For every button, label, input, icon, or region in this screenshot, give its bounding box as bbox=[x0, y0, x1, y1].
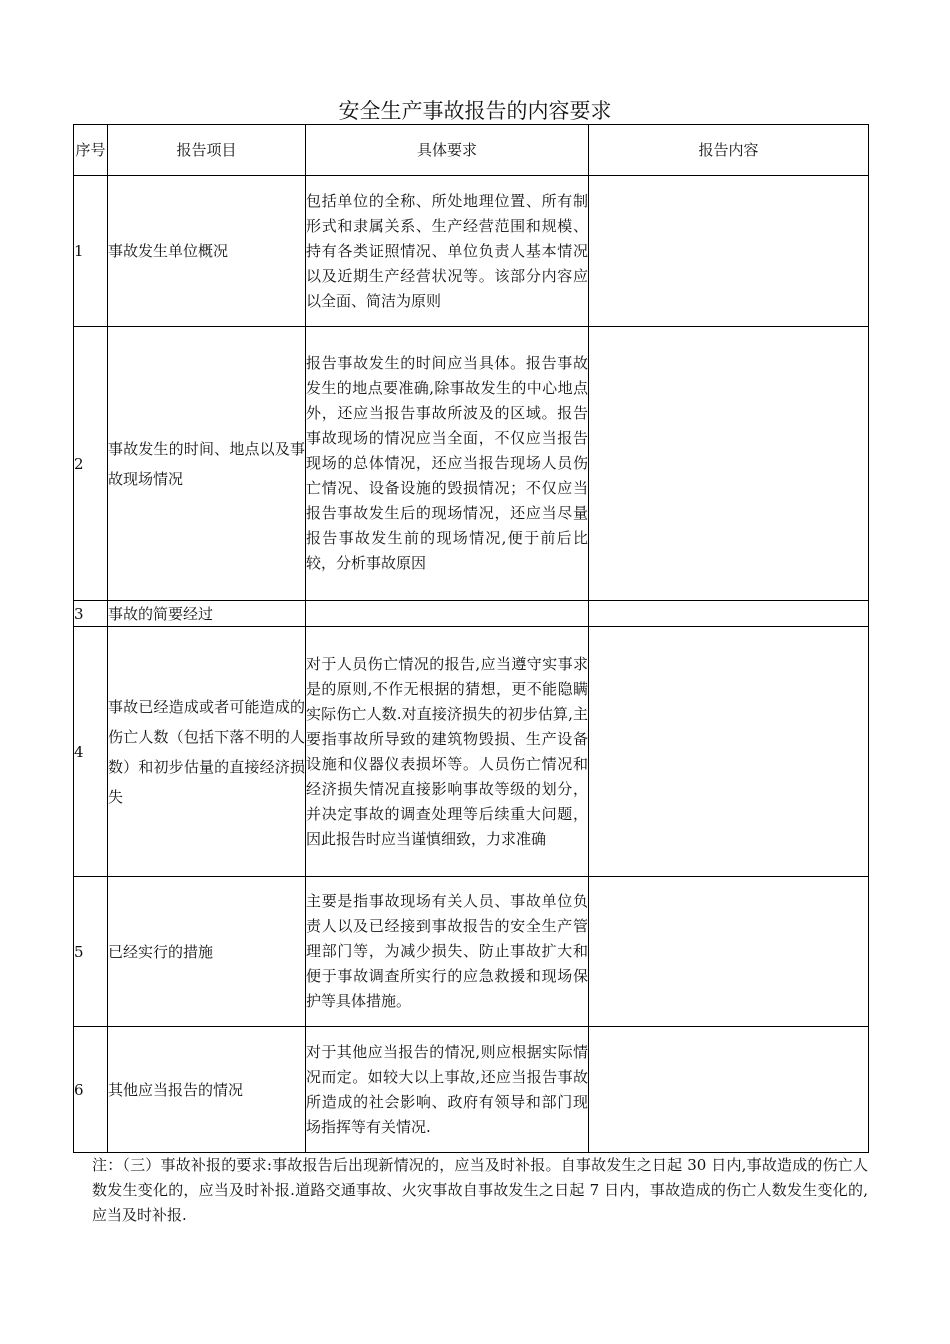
row-requirement: 对于其他应当报告的情况,则应根据实际情况而定。如较大以上事故,还应当报告事故所造成的社会影响、政府有领导和部门现场指挥等有关情况. bbox=[306, 1027, 589, 1153]
header-content: 报告内容 bbox=[589, 125, 869, 176]
table-header-row bbox=[74, 125, 869, 176]
row-item: 事故发生的时间、地点以及事故现场情况 bbox=[108, 327, 306, 601]
row-requirement: 主要是指事故现场有关人员、事故单位负责人以及已经接到事故报告的安全生产管理部门等，为减少损失、防止事故扩大和便于事故调查所实行的应急救援和现场保护等具体措施。 bbox=[306, 877, 589, 1027]
row-item: 其他应当报告的情况 bbox=[108, 1027, 306, 1153]
row-item: 已经实行的措施 bbox=[108, 877, 306, 1027]
table-row bbox=[74, 877, 869, 1027]
row-item: 事故的简要经过 bbox=[108, 601, 306, 627]
row-number: 4 bbox=[74, 627, 108, 877]
header-no: 序号 bbox=[74, 125, 108, 176]
row-number: 5 bbox=[74, 877, 108, 1027]
header-item: 报告项目 bbox=[108, 125, 306, 176]
header-requirement: 具体要求 bbox=[306, 125, 589, 176]
table-row bbox=[74, 627, 869, 877]
row-item: 事故已经造成或者可能造成的伤亡人数（包括下落不明的人数）和初步估量的直接经济损失 bbox=[108, 627, 306, 877]
table-row bbox=[74, 327, 869, 601]
row-requirement: 对于人员伤亡情况的报告,应当遵守实事求是的原则,不作无根据的猜想，更不能隐瞒实际伤亡人数.对直接济损失的初步估算,主要指事故所导致的建筑物毁损、生产设备设施和仪器仪表损坏等。人员伤亡情况和经济损失情况直接影响事故等级的划分，并决定事故的调查处理等后续重大问题，因此报告时应当谨慎细致，力求准确 bbox=[306, 627, 589, 877]
page-title: 安全生产事故报告的内容要求 bbox=[338, 99, 612, 123]
table-row bbox=[74, 1027, 869, 1153]
row-content[interactable] bbox=[589, 877, 869, 1027]
row-item: 事故发生单位概况 bbox=[108, 176, 306, 327]
row-requirement bbox=[306, 601, 589, 627]
row-number: 3 bbox=[74, 601, 108, 627]
row-content[interactable] bbox=[589, 601, 869, 627]
report-requirements-table bbox=[73, 124, 869, 1153]
row-number: 6 bbox=[74, 1027, 108, 1153]
row-requirement: 包括单位的全称、所处地理位置、所有制形式和隶属关系、生产经营范围和规模、持有各类证照情况、单位负责人基本情况以及近期生产经营状况等。该部分内容应以全面、简洁为原则 bbox=[306, 176, 589, 327]
row-number: 1 bbox=[74, 176, 108, 327]
row-number: 2 bbox=[74, 327, 108, 601]
table-row bbox=[74, 176, 869, 327]
row-content[interactable] bbox=[589, 176, 869, 327]
row-requirement: 报告事故发生的时间应当具体。报告事故发生的地点要准确,除事故发生的中心地点外，还应当报告事故所波及的区域。报告事故现场的情况应当全面，不仅应当报告现场的总体情况，还应当报告现场人员伤亡情况、设备设施的毁损情况；不仅应当报告事故发生后的现场情况，还应当尽量报告事故发生前的现场情况,便于前后比较，分析事故原因 bbox=[306, 327, 589, 601]
footnote: 注：（三）事故补报的要求:事故报告后出现新情况的，应当及时补报。自事故发生之日起 30 日内,事故造成的伤亡人数发生变化的，应当及时补报.道路交通事故、火灾事故自事故发生之日起 7 日内，事故造成的伤亡人数发生变化的,应当及时补报. bbox=[92, 1156, 868, 1224]
row-content[interactable] bbox=[589, 1027, 869, 1153]
row-content[interactable] bbox=[589, 627, 869, 877]
table-row bbox=[74, 601, 869, 627]
row-content[interactable] bbox=[589, 327, 869, 601]
